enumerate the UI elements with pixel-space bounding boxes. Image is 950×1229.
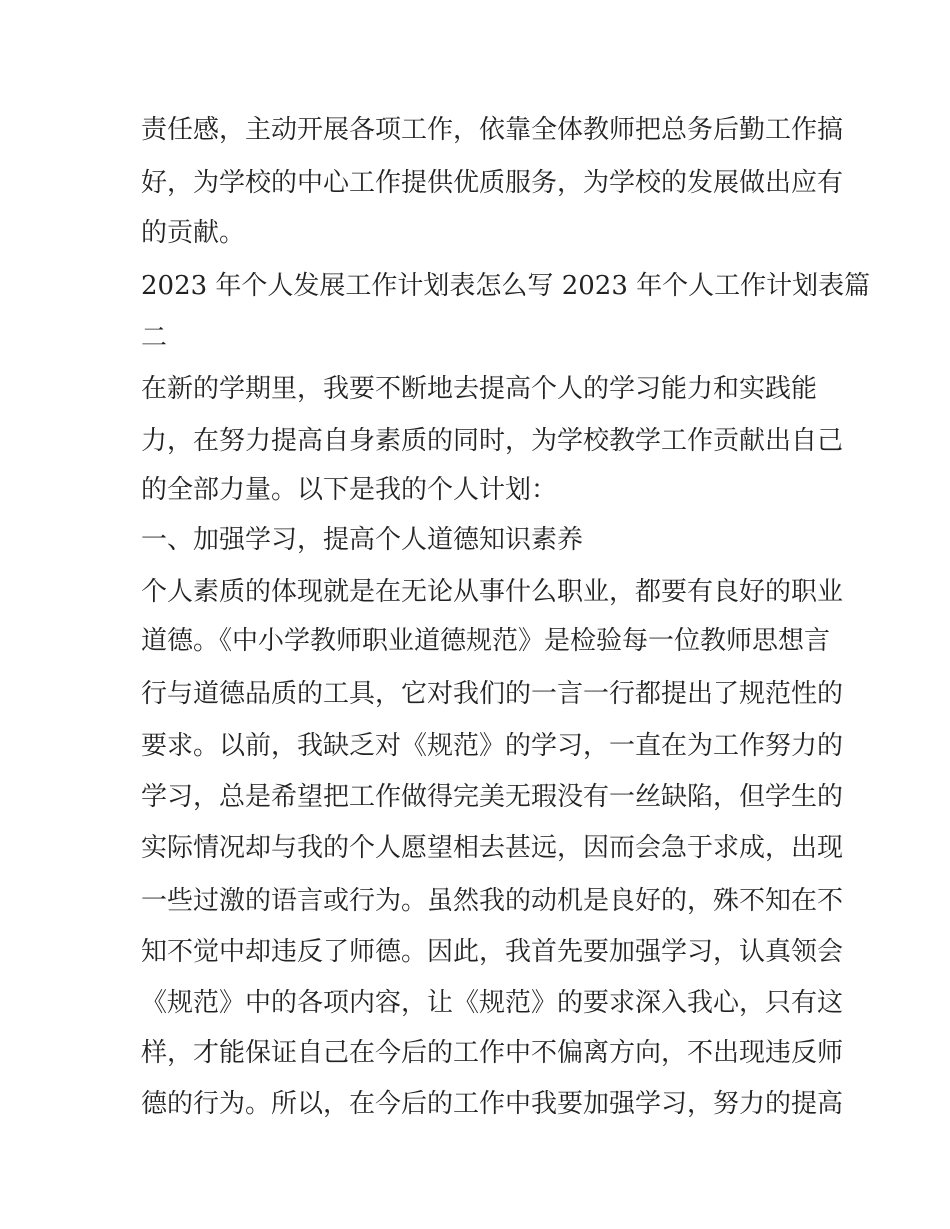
text-line: 责任感，主动开展各项工作，依靠全体教师把总务后勤工作搞 <box>141 115 844 145</box>
text-line: 样，才能保证自己在今后的工作中不偏离方向，不出现违反师 <box>141 1038 844 1068</box>
text-line: 力，在努力提高自身素质的同时，为学校教学工作贡献出自己 <box>141 426 844 456</box>
subheading: 一、加强学习，提高个人道德知识素养 <box>141 525 584 555</box>
text-line: 行与道德品质的工具，它对我们的一言一行都提出了规范性的 <box>141 679 844 709</box>
text-line: 好，为学校的中心工作提供优质服务，为学校的发展做出应有 <box>141 168 844 198</box>
section-heading: 2023 年个人发展工作计划表怎么写 2023 年个人工作计划表篇 <box>141 271 871 301</box>
text-line: 实际情况却与我的个人愿望相去甚远，因而会急于求成，出现 <box>141 833 844 863</box>
text-line: 在新的学期里，我要不断地去提高个人的学习能力和实践能 <box>141 374 818 404</box>
text-line: 《规范》中的各项内容，让《规范》的要求深入我心，只有这 <box>141 988 844 1018</box>
text-line: 个人素质的体现就是在无论从事什么职业，都要有良好的职业 <box>141 577 844 607</box>
text-line: 一些过激的语言或行为。虽然我的动机是良好的，殊不知在不 <box>141 886 844 916</box>
text-line: 要求。以前，我缺乏对《规范》的学习，一直在为工作努力的 <box>141 731 844 761</box>
text-line: 德的行为。所以，在今后的工作中我要加强学习，努力的提高 <box>141 1089 844 1119</box>
text-line: 的全部力量。以下是我的个人计划： <box>141 475 558 505</box>
text-line: 道德。《中小学教师职业道德规范》是检验每一位教师思想言 <box>141 626 831 656</box>
text-line: 学习，总是希望把工作做得完美无瑕没有一丝缺陷，但学生的 <box>141 782 844 812</box>
text-line: 的贡献。 <box>141 218 246 248</box>
section-heading-continuation: 二 <box>141 323 168 353</box>
text-line: 知不觉中却违反了师德。因此，我首先要加强学习，认真领会 <box>141 937 844 967</box>
